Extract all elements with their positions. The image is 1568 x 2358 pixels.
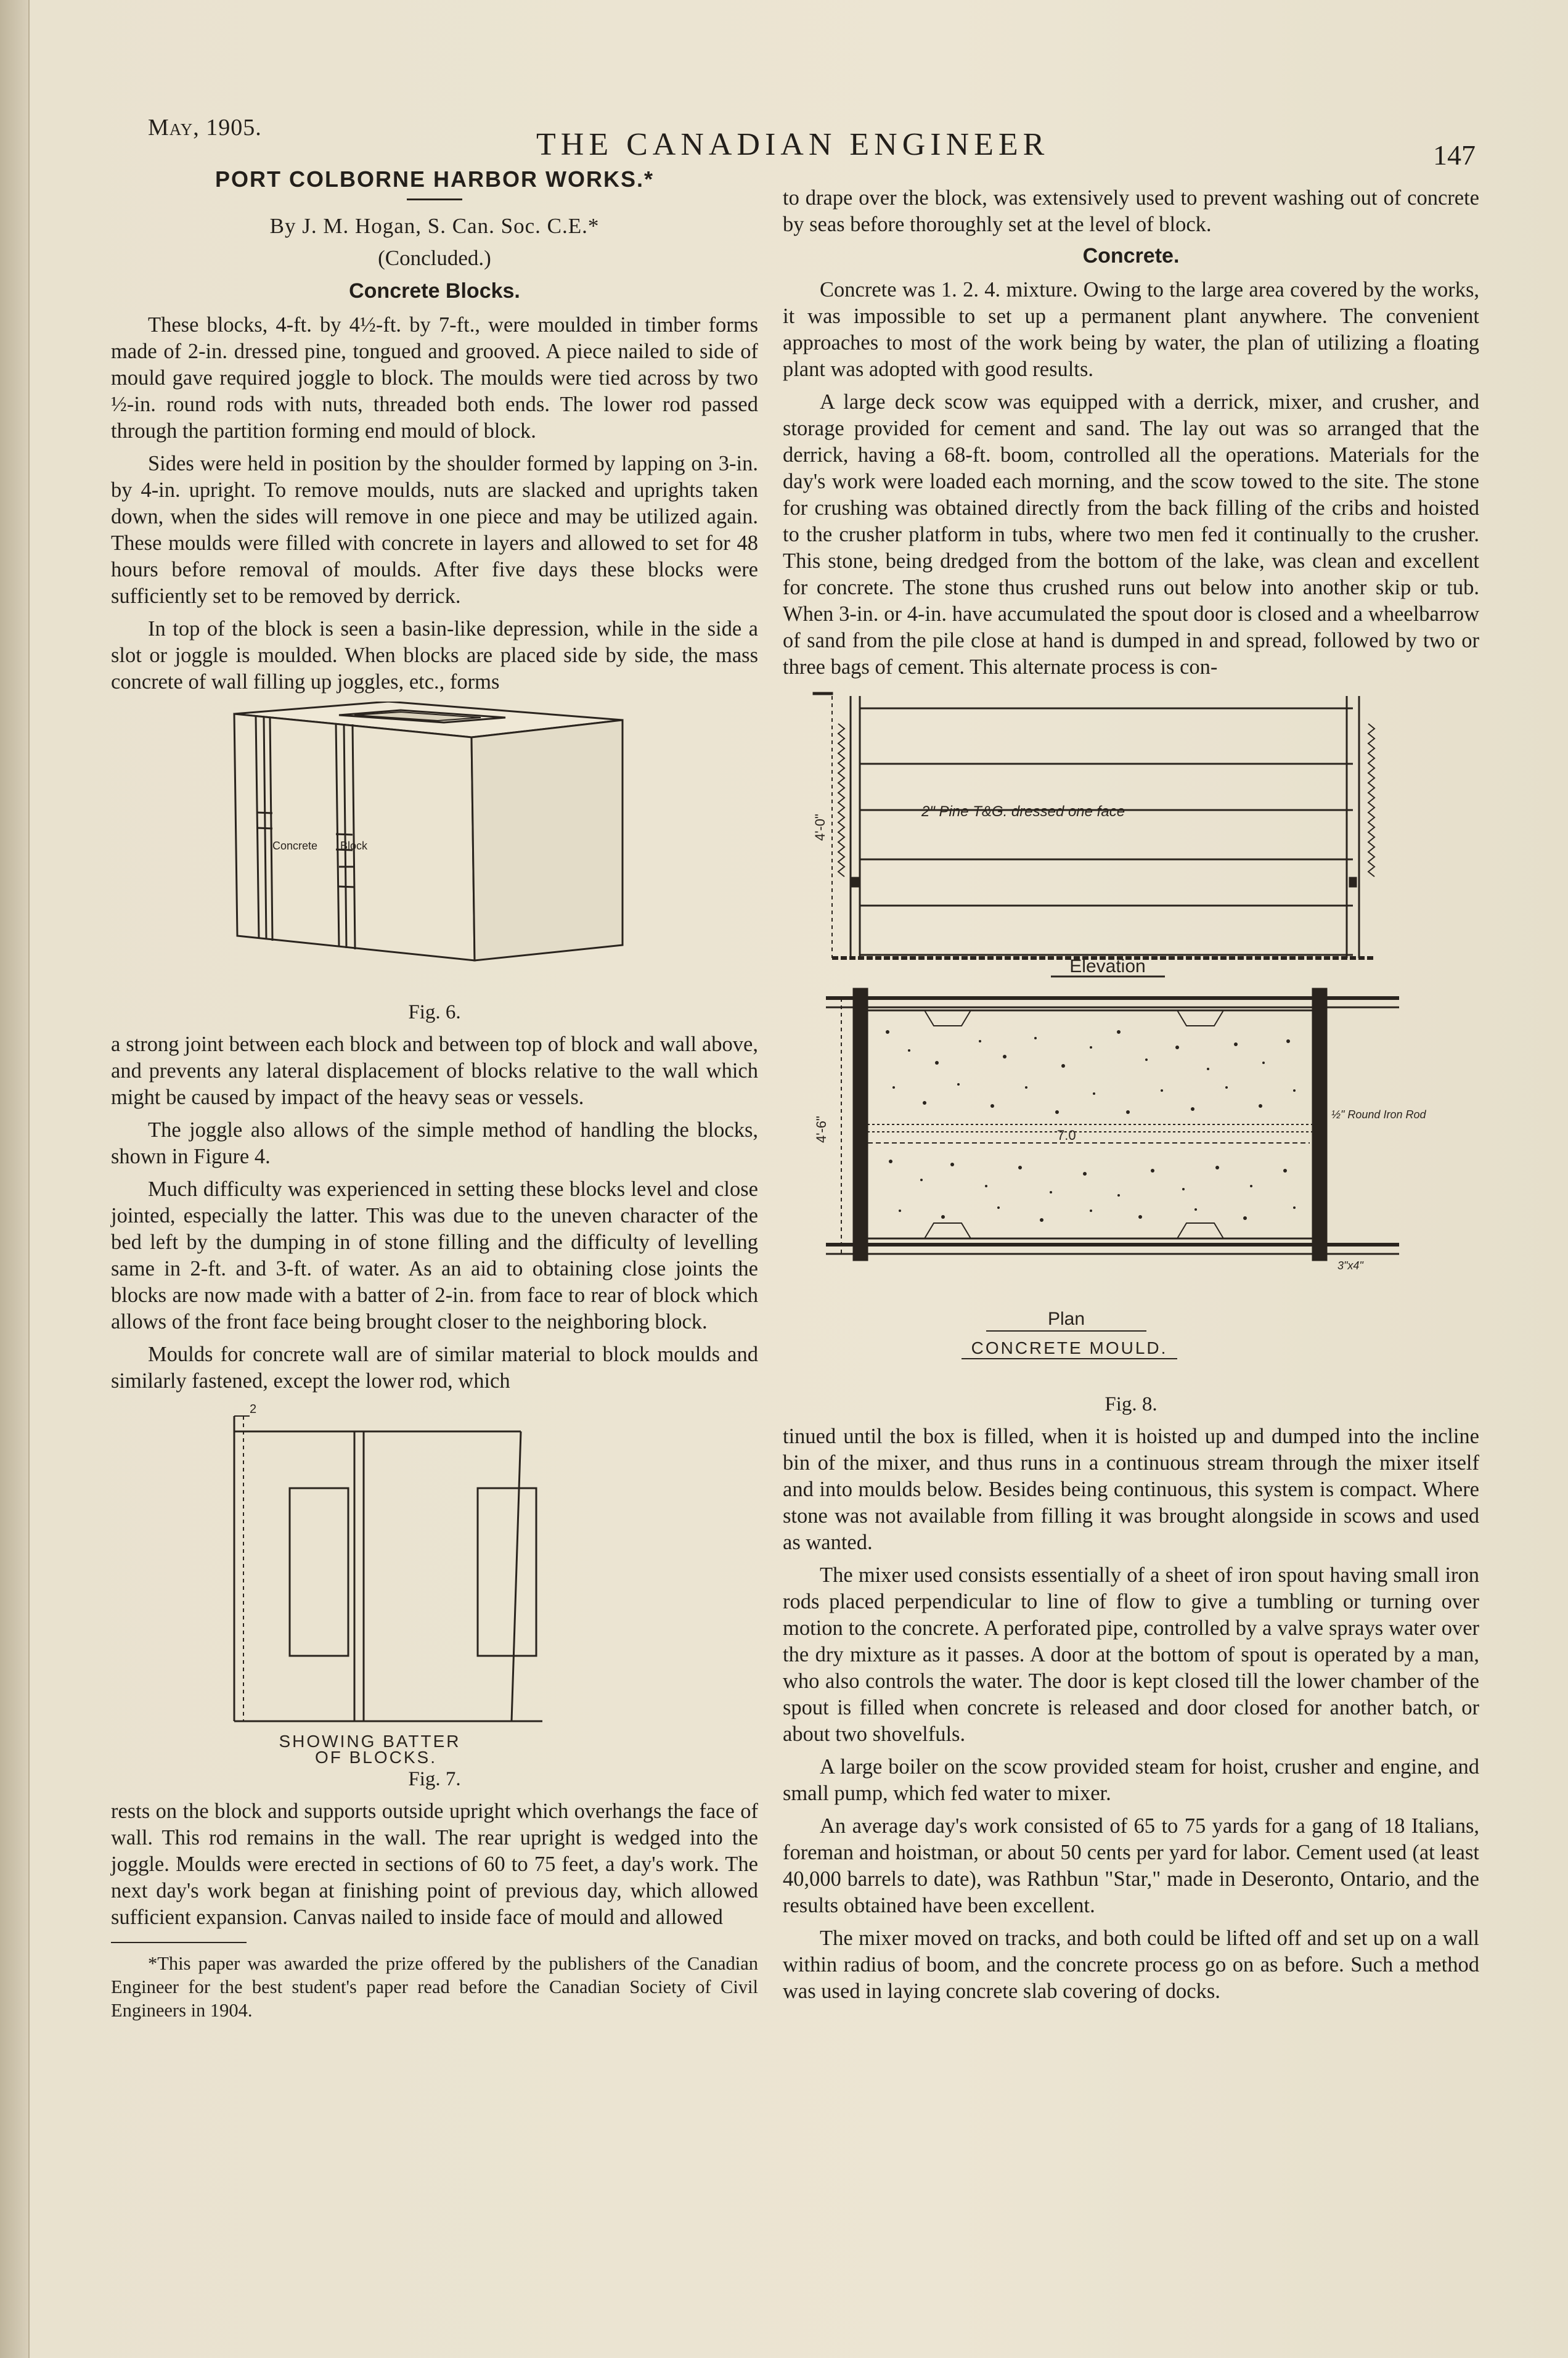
paragraph: Much difficulty was experienced in setting these blocks level and close jointed, especially the latter. This was due to the uneven character of the bed left by the dumping in of stone filling and the difficulty of levelling same in 2-ft. and 3-ft. of water. As an aid to obtaining close joints the blocks are now made with a batter of 2-in. from face to rear of block which allows of the front face being brought closer to the neighboring block.	[111, 1177, 758, 1333]
fig8-dim-left-bottom: 4'-6"	[814, 1116, 829, 1143]
journal-title: THE CANADIAN ENGINEER	[536, 127, 1050, 162]
fig8-timber-label: 3"x4"	[1337, 1259, 1363, 1272]
fig7-title-line1: SHOWING BATTER	[279, 1732, 461, 1751]
paragraph: The mixer moved on tracks, and both could be lifted off and set up on a wall within radius of boom, and the concrete process go on as before. Such a method was used in laying concrete slab covering of docks.	[783, 1926, 1479, 2003]
paragraph: The mixer used consists essentially of a sheet of iron spout having small iron rods placed perpendicular to line of flow to give a tumbling or turning over motion to the concrete. A perforated pipe, controlled by a valve sprays water over the dry mixture as it passes. A door at the bottom of spout is operated by a man, who also controls the water. The door is kept closed till the lower chamber of the spout is filled when concrete is released and door closed for another batch, or about two shovelfuls.	[783, 1563, 1479, 1746]
fig8-title: CONCRETE MOULD.	[971, 1338, 1168, 1357]
paragraph: a strong joint between each block and between top of block and wall above, and prevents any lateral displacement of blocks relative to the wall which might be caused by impact of the heavy seas or vessels.	[111, 1033, 758, 1109]
figure-8	[783, 687, 1479, 1390]
fig8-rod-label: ½" Round Iron Rod	[1331, 1108, 1426, 1121]
fig6-caption: Fig. 6.	[408, 1001, 461, 1023]
figure-7	[111, 1401, 758, 1764]
paragraph: An average day's work consisted of 65 to 75 yards for a gang of 18 Italians, foreman and hoistman, or about 50 cents per yard for labor. Cement used (at least 40,000 barrels to date), was Rathbun "Star," made in Deseronto, Ontario, and the results obtained have been excellent.	[783, 1814, 1479, 1917]
page-binding	[0, 0, 30, 2358]
paragraph: tinued until the box is filled, when it is hoisted up and dumped into the incline bin of the mixer, and thus runs in a continuous stream through the mixer itself and into moulds below. Besides being continuous, this system is compact. Where stone was not available from filling it was brought alongside in scows and used as wanted.	[783, 1425, 1479, 1554]
fig7-title-line2: OF BLOCKS.	[314, 1748, 438, 1764]
paragraph: Sides were held in position by the shoulder formed by lapping on 3-in. by 4-in. upright. To remove moulds, nuts are slacked and uprights taken down, when the sides will remove in one piece and may be utilized again. These moulds were filled with concrete in layers and allowed to set for 48 hours before removal of moulds. After five days these blocks were sufficiently set to be removed by derrick.	[111, 452, 758, 608]
paragraph: Concrete was 1. 2. 4. mixture. Owing to the large area covered by the works, it was impossible to set up a permanent plant anywhere. The convenient approaches to most of the work being by water, the plan of utilizing a floating plant was adopted with good results.	[783, 278, 1479, 381]
fig6-label-concrete: Concrete	[272, 840, 318, 852]
batter-of-blocks-drawing	[111, 1401, 758, 1764]
fig7-caption: Fig. 7.	[408, 1768, 461, 1790]
footnote-rule	[111, 1942, 247, 1943]
fig8-dim-middle: 7.0	[1057, 1128, 1076, 1143]
paragraph: These blocks, 4-ft. by 4½-ft. by 7-ft., were moulded in timber forms made of 2-in. dressed pine, tongued and grooved. A piece nailed to side of mould gave required joggle to block. The moulds were tied across by two ½-in. round rods with nuts, threaded both ends. The lower rod passed through the partition forming end mould of block.	[111, 313, 758, 443]
concrete-aggregate-stipple	[886, 1030, 1296, 1222]
fig8-plank-label: 2" Pine T&G. dressed one face	[921, 803, 1125, 820]
figure-6	[111, 702, 758, 997]
fig6-label-block: Block	[340, 840, 368, 852]
byline: By J. M. Hogan, S. Can. Soc. C.E.*	[269, 214, 600, 238]
paragraph: A large boiler on the scow provided steam for hoist, crusher and engine, and small pump, which fed water to mixer.	[783, 1755, 1479, 1805]
article-title: PORT COLBORNE HARBOR WORKS.*	[215, 166, 654, 192]
section-heading-concrete-blocks: Concrete Blocks.	[349, 279, 520, 303]
fig8-elevation-label: Elevation	[1069, 956, 1146, 976]
concrete-mould-drawing	[783, 687, 1479, 1390]
footnote: *This paper was awarded the prize offered by the publishers of the Canadian Engineer for the best student's paper read before the Canadian Society of Civil Engineers in 1904.	[111, 1953, 758, 2021]
section-heading-concrete: Concrete.	[1082, 244, 1180, 268]
running-header	[148, 108, 1476, 176]
paragraph: A large deck scow was equipped with a derrick, mixer, and crusher, and storage provided for cement and sand. The lay out was so arranged that the derrick, having a 68-ft. boom, controlled all the operations. Materials for the day's work were loaded each morning, and the scow towed to the site. The stone for crushing was obtained directly from the back filling of the cribs and hoisted to the crusher platform in tubs, where two men fed it continually to the crusher. This stone, being dredged from the bottom of the lake, was clean and excellent for concrete. The stone thus crushed runs out below into another skip or tub. When 3-in. or 4-in. have accumulated the spout door is closed and a wheelbarrow of sand from the pile close at hand is dumped in and spread, followed by two or three bags of cement. This alternate process is con-	[783, 390, 1479, 679]
paragraph: The joggle also allows of the simple method of handling the blocks, shown in Figure 4.	[111, 1118, 758, 1168]
paragraph: Moulds for concrete wall are of similar material to block moulds and similarly fastened, except the lower rod, which	[111, 1343, 758, 1393]
fig8-dim-left-top: 4'-0"	[812, 814, 828, 841]
paragraph: rests on the block and supports outside upright which overhangs the face of wall. This rod remains in the wall. The rear upright is wedged into the joggle. Moulds were erected in sections of 60 to 75 feet, a day's work. The next day's work began at finishing point of previous day, which allowed sufficient expansion. Canvas nailed to inside face of mould and allowed	[111, 1799, 758, 1929]
header-date: May, 1905.	[148, 115, 262, 141]
left-column	[111, 166, 758, 2022]
concluded-note: (Concluded.)	[378, 246, 491, 270]
fig8-caption: Fig. 8.	[1105, 1393, 1158, 1415]
right-column	[783, 185, 1479, 2011]
title-rule	[407, 199, 462, 200]
fig8-plan-label: Plan	[1047, 1309, 1085, 1329]
paragraph: In top of the block is seen a basin-like depression, while in the side a slot or joggle is moulded. When blocks are placed side by side, the mass concrete of wall filling up joggles, etc., forms	[111, 617, 758, 694]
fig7-dim-label: 2	[250, 1402, 257, 1416]
page-number: 147	[1433, 139, 1476, 171]
paragraph: to drape over the block, was extensively used to prevent washing out of concrete by seas before thoroughly set at the level of block.	[783, 186, 1479, 236]
concrete-block-drawing	[111, 702, 758, 991]
